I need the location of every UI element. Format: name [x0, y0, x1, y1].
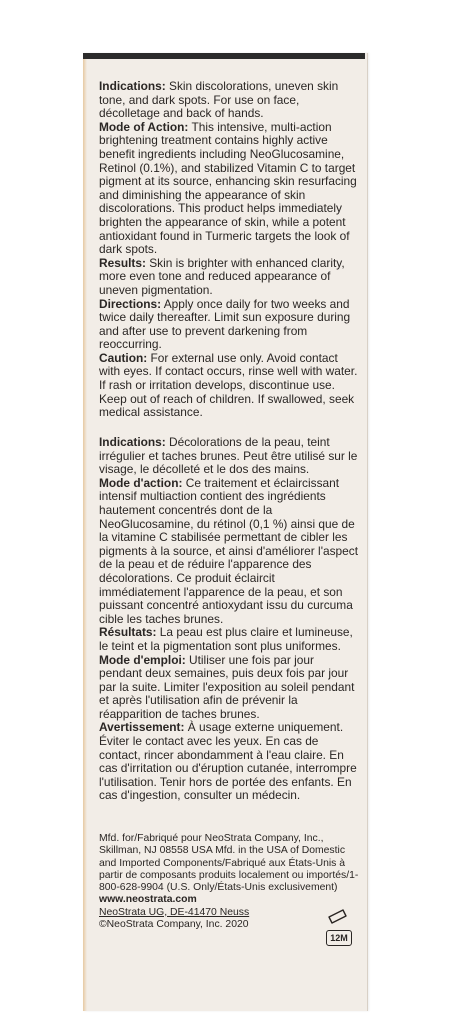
- english-instructions: [99, 80, 359, 420]
- en-mode-label: Mode of Action:: [99, 119, 189, 134]
- fr-caution-text: À usage externe uniquement. Éviter le contact avec les yeux. En cas de contact, rincer abondamment à l'eau claire. En cas d'irritation ou d'éruption cutanée, interrompre l'utilisation. Tenir hors de portée des enfants. En cas d'ingestion, consulter un médecin.: [99, 720, 357, 803]
- fr-indications: [99, 436, 359, 477]
- en-mode-text: This intensive, multi-action brightening treatment contains highly active benefit ingredients including NeoGlucosamine, Retinol (0.1%), and stabilized Vitamin C to target pigment at its source, enhancing skin resurfacing and diminishing the appearance of skin discolorations. This product helps immediately brighten the appearance of skin, while a potent antioxidant found in Turmeric targets the look of dark spots.: [99, 119, 357, 257]
- en-indications-text: Skin discolorations, uneven skin tone, and dark spots. For use on face, décolletage and back of hands.: [99, 79, 339, 121]
- box-top-band: [83, 53, 365, 59]
- fr-indications-text: Décolorations de la peau, teint irrégulier et taches brunes. Peut être utilisé sur le visage, le décolleté et le dos des mains.: [99, 435, 358, 477]
- en-directions-label: Directions:: [99, 296, 162, 311]
- manufacturer-text: Mfd. for/Fabriqué pour NeoStrata Company, Inc., Skillman, NJ 08558 USA Mfd. in the USA of Domestic and Imported Components/Fabriqué aux États-Unis à partir de composants produits localement ou importés/1-800-628-9904 (U.S. Only/États-Unis exclusivement): [99, 833, 359, 894]
- fr-caution: [99, 721, 359, 803]
- en-results-text: Skin is brighter with enhanced clarity, more even tone and reduced appearance of uneven pigmentation.: [99, 255, 345, 297]
- fr-directions: [99, 654, 359, 722]
- fr-directions-text: Utiliser une fois par jour pendant deux semaines, puis deux fois par jour par la suite. Limiter l'exposition au soleil pendant et après l'utilisation afin de prévenir la réapparition de taches brunes.: [99, 652, 355, 721]
- eu-address: NeoStrata UG, DE-41470 Neuss: [99, 906, 250, 918]
- copyright: ©NeoStrata Company, Inc. 2020: [99, 919, 249, 931]
- fr-results-text: La peau est plus claire et lumineuse, le teint et la pigmentation sont plus uniformes.: [99, 625, 353, 653]
- fr-results: [99, 626, 359, 653]
- fr-directions-label: Mode d'emploi:: [99, 652, 186, 667]
- en-mode-of-action: [99, 121, 359, 257]
- en-results-label: Results:: [99, 255, 146, 270]
- fr-mode-label: Mode d'action:: [99, 475, 183, 490]
- en-directions-text: Apply once daily for two weeks and twice daily thereafter. Limit sun exposure during and after use to prevent darkening from reoccurring.: [99, 296, 351, 352]
- en-indications: [99, 80, 359, 121]
- fr-caution-label: Avertissement:: [99, 720, 185, 735]
- en-directions: [99, 298, 359, 352]
- fr-mode-of-action: [99, 477, 359, 627]
- fr-results-label: Résultats:: [99, 625, 157, 640]
- en-indications-label: Indications:: [99, 79, 166, 93]
- period-after-opening-badge: 12M: [326, 930, 352, 946]
- website-url: www.neostrata.com: [99, 894, 197, 906]
- en-caution-label: Caution:: [99, 350, 148, 365]
- box-left-edge: [83, 59, 87, 1011]
- en-results: [99, 257, 359, 298]
- en-caution-text: For external use only. Avoid contact with eyes. If contact occurs, rinse well with water. If rash or irritation develops, discontinue use. Keep out of reach of children. If swallowed, seek medical assistance.: [99, 350, 358, 420]
- french-instructions: [99, 436, 359, 803]
- en-caution: [99, 352, 359, 420]
- fr-indications-label: Indications:: [99, 435, 166, 449]
- fr-mode-text: Ce traitement et éclaircissant intensif multiaction contient des ingrédients hautement concentrés dont de la NeoGlucosamine, du rétinol (0,1 %) ainsi que de la vitamine C stabilisée permettant de cibler les pigments à la source, et ainsi d'améliorer l'aspect de la peau et de réduire l'apparence des décolorations. Ce produit éclaircit immédiatement l'apparence de la peau, et son puissant concentré antioxydant issu du curcuma cible les taches brunes.: [99, 475, 358, 626]
